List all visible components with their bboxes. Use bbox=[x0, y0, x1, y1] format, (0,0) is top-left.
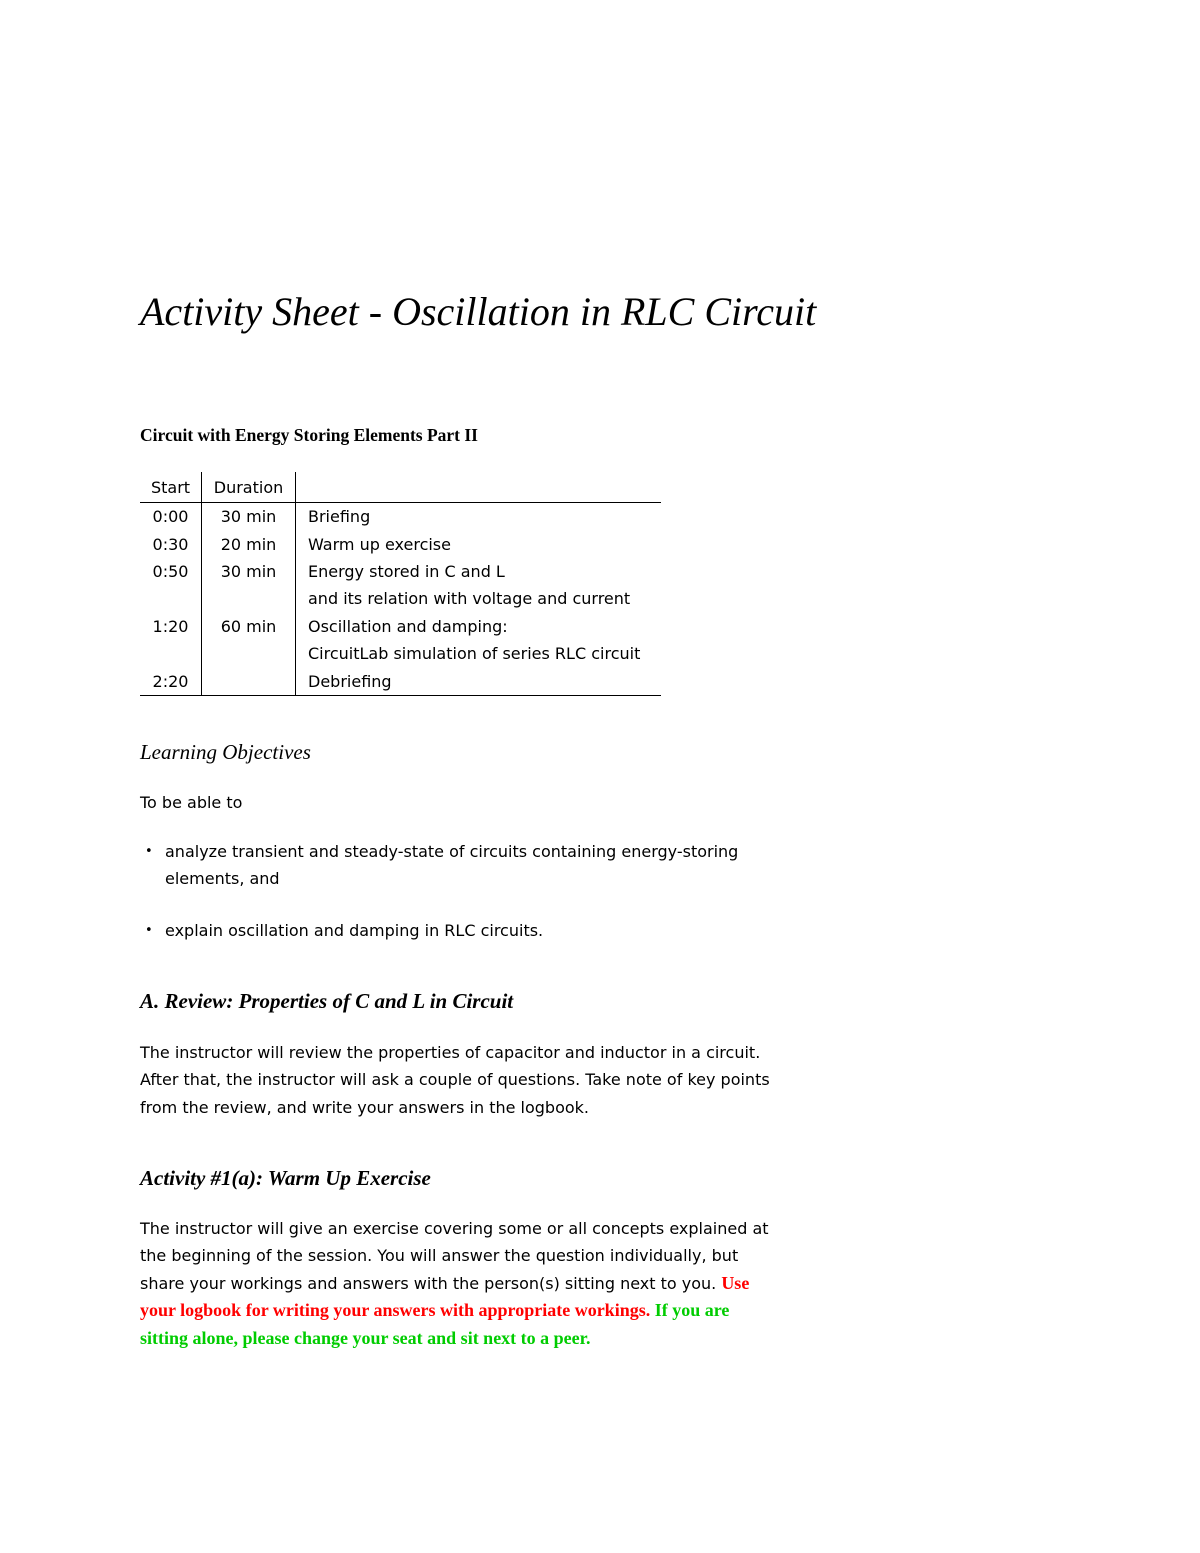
duration-cell bbox=[202, 585, 296, 612]
duration-column-header: Duration bbox=[202, 472, 296, 503]
activity-cell: Oscillation and damping: bbox=[308, 616, 508, 636]
start-cell: 0:00 bbox=[140, 503, 202, 531]
start-cell: 2:20 bbox=[140, 667, 202, 695]
start-cell: 1:20 bbox=[140, 613, 202, 640]
duration-cell: 20 min bbox=[202, 530, 296, 557]
schedule-table bbox=[140, 472, 661, 696]
document-subtitle: Circuit with Energy Storing Elements Part II bbox=[140, 425, 478, 445]
seating-instruction: If you are sitting alone, please change your seat and sit next to a peer. bbox=[140, 1300, 730, 1348]
section-a-body: The instructor will review the properties of capacitor and inductor in a circuit. After that, the instructor will ask a couple of questions. Take note of key points from the review, and write your answers in the logbook. bbox=[140, 1043, 770, 1117]
document-title: Activity Sheet - Oscillation in RLC Circuit bbox=[140, 289, 817, 334]
learning-objectives-heading: Learning Objectives bbox=[140, 740, 311, 764]
learning-objectives-intro: To be able to bbox=[140, 793, 243, 812]
activity-cell: Briefing bbox=[308, 507, 371, 527]
bullet-icon: • bbox=[145, 844, 153, 859]
activity-cell: Debriefing bbox=[308, 671, 392, 691]
activity-cell: CircuitLab simulation of series RLC circuit bbox=[308, 644, 641, 664]
activity-1a-heading: Activity #1(a): Warm Up Exercise bbox=[140, 1166, 431, 1190]
list-item bbox=[140, 917, 780, 944]
duration-cell bbox=[202, 667, 296, 695]
start-cell bbox=[140, 585, 202, 612]
activity-cell: and its relation with voltage and current bbox=[308, 589, 631, 609]
start-cell: 0:50 bbox=[140, 558, 202, 585]
learning-objectives-list-continued bbox=[140, 917, 780, 944]
activity-1a-body bbox=[140, 1215, 770, 1352]
duration-cell: 30 min bbox=[202, 503, 296, 531]
table-row bbox=[140, 613, 661, 640]
section-a-heading: A. Review: Properties of C and L in Circuit bbox=[140, 989, 514, 1013]
logbook-instruction: Use your logbook for writing your answers with appropriate workings. bbox=[140, 1272, 750, 1321]
activity-column-header bbox=[296, 472, 662, 503]
list-item-text: analyze transient and steady-state of circuits containing energy-storing elements, and bbox=[165, 842, 739, 889]
duration-cell bbox=[202, 640, 296, 667]
activity-1a-body-text: The instructor will give an exercise covering some or all concepts explained at the beginning of the session. You will answer the question individually, but share your workings and answers with the person(s) sitting next to you. bbox=[140, 1219, 769, 1293]
table-row bbox=[140, 667, 661, 695]
duration-cell: 60 min bbox=[202, 613, 296, 640]
list-item bbox=[140, 838, 780, 893]
bullet-icon: • bbox=[145, 923, 153, 938]
activity-cell: Energy stored in C and L bbox=[308, 561, 505, 581]
learning-objectives-list bbox=[140, 838, 780, 893]
activity-cell: Warm up exercise bbox=[308, 534, 451, 554]
table-row bbox=[140, 585, 661, 612]
table-row bbox=[140, 640, 661, 667]
table-row bbox=[140, 530, 661, 557]
table-row bbox=[140, 503, 661, 531]
schedule-header-row bbox=[140, 472, 661, 503]
start-cell: 0:30 bbox=[140, 530, 202, 557]
list-item-text: explain oscillation and damping in RLC circuits. bbox=[165, 921, 544, 940]
duration-cell: 30 min bbox=[202, 558, 296, 585]
start-column-header: Start bbox=[140, 472, 202, 503]
start-cell bbox=[140, 640, 202, 667]
table-row bbox=[140, 558, 661, 585]
